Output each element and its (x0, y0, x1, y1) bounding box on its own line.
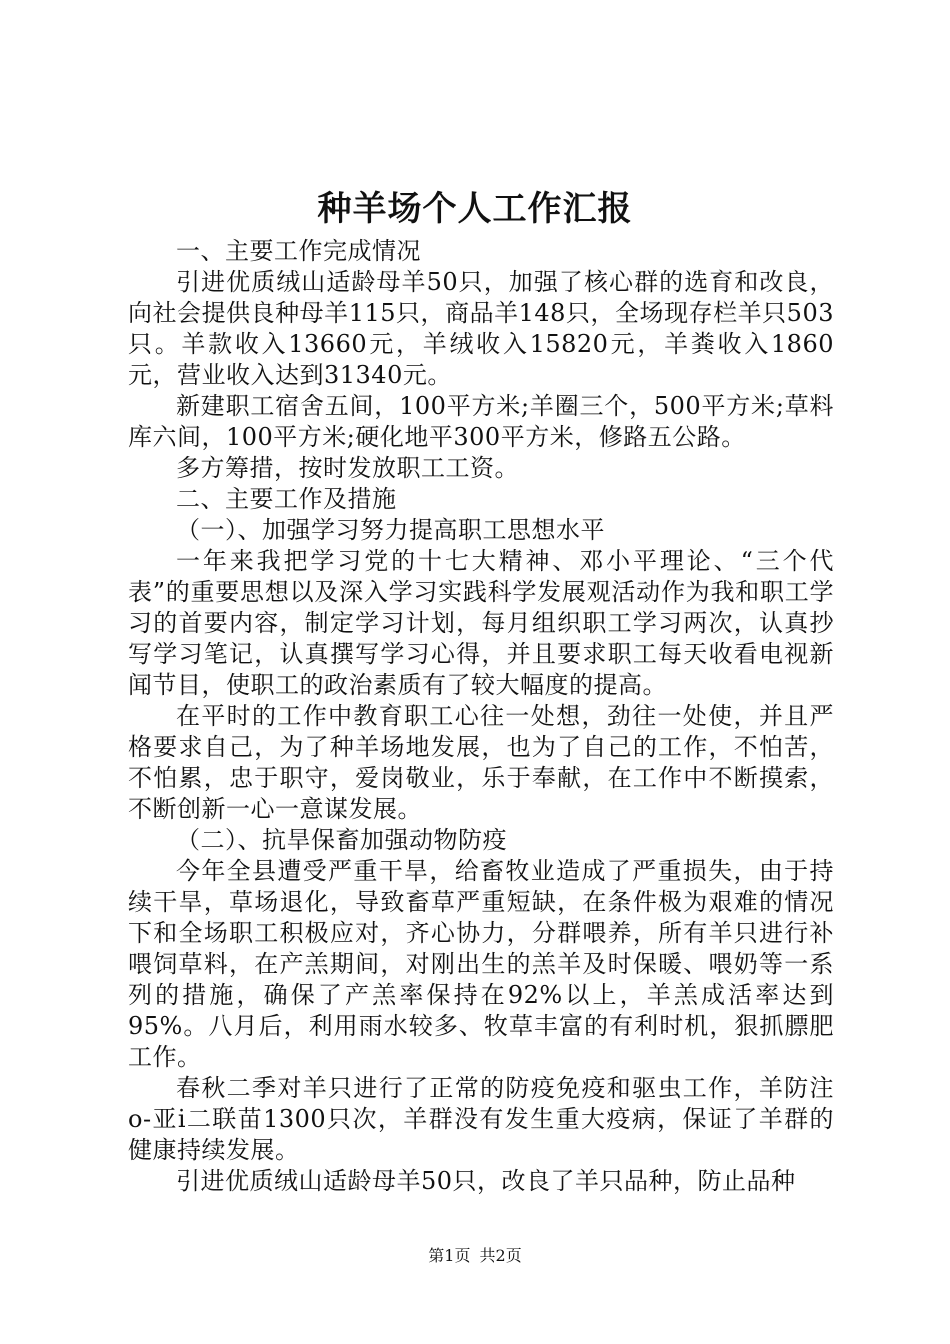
body-paragraph: 一年来我把学习党的十七大精神、邓小平理论、“三个代表”的重要思想以及深入学习实践科学发展观活动作为我和职工学习的首要内容，制定学习计划，每月组织职工学习两次，认真抄写学习笔记，认真撰写学习心得，并且要求职工每天收看电视新闻节目，使职工的政治素质有了较大幅度的提高。 (128, 547, 834, 699)
section-heading: 二、主要工作及措施 (176, 485, 397, 513)
body-paragraph: 多方筹措，按时发放职工工资。 (176, 454, 519, 482)
page-number: 第1页 (428, 1246, 471, 1265)
subsection-heading: （一）、加强学习努力提高职工思想水平 (176, 516, 605, 544)
document-title: 种羊场个人工作汇报 (317, 189, 633, 229)
page-total: 共2页 (479, 1246, 522, 1265)
document-body (128, 236, 834, 1197)
body-paragraph: 引进优质绒山适龄母羊50只，加强了核心群的选育和改良，向社会提供良种母羊115只，商品羊148只，全场现存栏羊只503只。羊款收入13660元，羊绒收入15820元，羊粪收入1860元，营业收入达到31340元。 (128, 268, 834, 389)
body-paragraph: 新建职工宿舍五间，100平方米;羊圈三个，500平方米;草料库六间，100平方米;硬化地平300平方米，修路五公路。 (128, 392, 834, 451)
body-paragraph: 引进优质绒山适龄母羊50只，改良了羊只品种，防止品种 (176, 1167, 796, 1195)
section-heading: 一、主要工作完成情况 (176, 237, 421, 265)
body-paragraph: 在平时的工作中教育职工心往一处想，劲往一处使，并且严格要求自己，为了种羊场地发展，也为了自己的工作，不怕苦，不怕累，忠于职守，爱岗敬业，乐于奉献，在工作中不断摸索，不断创新一心一意谋发展。 (128, 702, 834, 823)
page-footer (0, 1244, 950, 1268)
body-paragraph: 春秋二季对羊只进行了正常的防疫免疫和驱虫工作，羊防注o-亚ⅰ二联苗1300只次，羊群没有发生重大疫病，保证了羊群的健康持续发展。 (128, 1074, 834, 1164)
subsection-heading: （二）、抗旱保畜加强动物防疫 (176, 826, 507, 854)
body-paragraph: 今年全县遭受严重干旱，给畜牧业造成了严重损失，由于持续干旱，草场退化，导致畜草严重短缺，在条件极为艰难的情况下和全场职工积极应对，齐心协力，分群喂养，所有羊只进行补喂饲草料，在产羔期间，对刚出生的羔羊及时保暖、喂奶等一系列的措施，确保了产羔率保持在92%以上，羊羔成活率达到95%。八月后，利用雨水较多、牧草丰富的有利时机，狠抓膘肥工作。 (128, 857, 834, 1071)
